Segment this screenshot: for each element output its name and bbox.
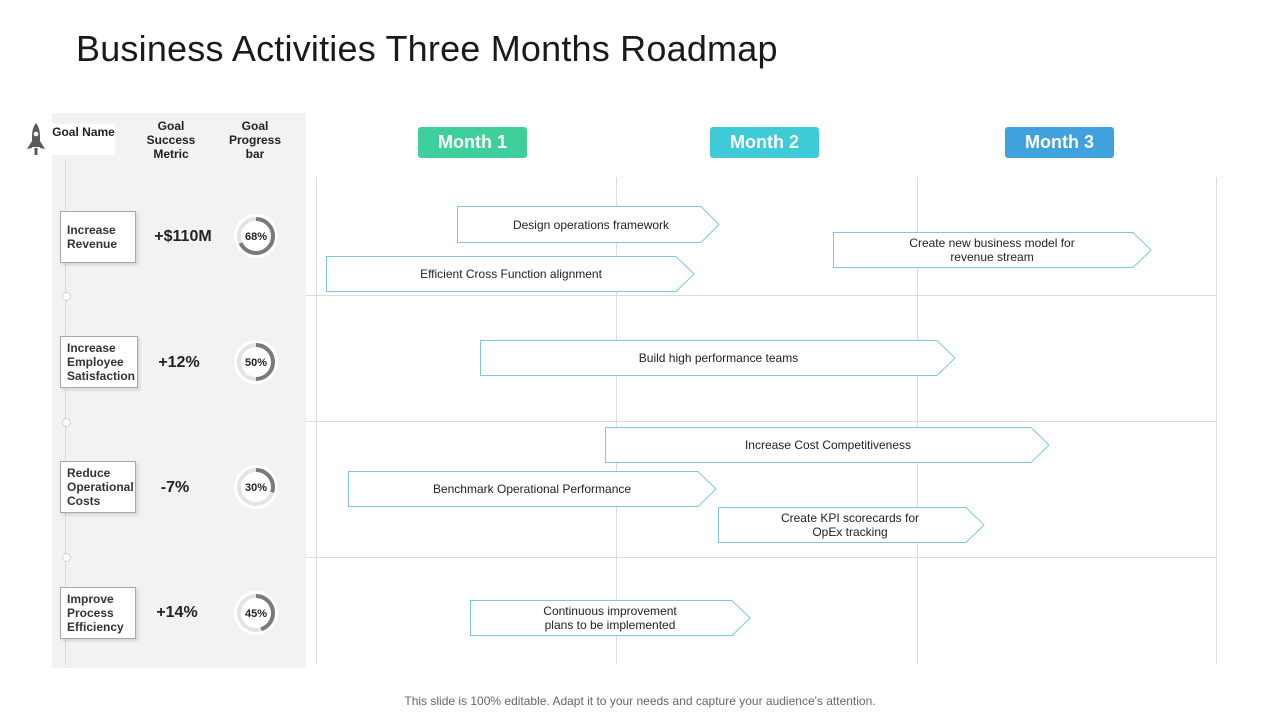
grid-line — [306, 557, 1217, 558]
progress-donut — [233, 213, 279, 259]
progress-donut-label: 68% — [244, 231, 268, 243]
page-title: Business Activities Three Months Roadmap — [76, 28, 778, 69]
goal-name-box: Increase Revenue — [60, 211, 136, 263]
activity-label: Efficient Cross Function alignment — [420, 267, 602, 281]
goal-progress-header: Goal Progress bar — [228, 119, 282, 161]
timeline-dot — [62, 292, 71, 301]
goal-metric: +$110M — [154, 228, 212, 245]
activity-label: Design operations framework — [512, 217, 670, 232]
progress-donut-label: 30% — [244, 482, 268, 494]
progress-donut-label: 45% — [244, 608, 268, 620]
grid-line — [306, 421, 1217, 422]
timeline-dot — [62, 418, 71, 427]
progress-donut-label: 50% — [244, 357, 268, 369]
month-2-label: Month 2 — [710, 127, 819, 158]
goal-name-box: Reduce Operational Costs — [60, 461, 136, 513]
month-3-label: Month 3 — [1005, 127, 1114, 158]
footer-note: This slide is 100% editable. Adapt it to your needs and capture your audience's attention. — [404, 694, 876, 708]
goals-panel — [52, 113, 306, 668]
goal-name-box: Increase Employee Satisfaction — [60, 336, 138, 388]
goal-metric: +12% — [158, 354, 200, 371]
activity-label: Build high performance teams — [638, 351, 799, 365]
rocket-icon — [25, 121, 47, 157]
month-1-label: Month 1 — [418, 127, 527, 158]
goal-name-header: Goal Name — [52, 124, 115, 155]
goal-metric: -7% — [160, 479, 190, 496]
activity-label: Create KPI scorecards for OpEx tracking — [780, 511, 920, 539]
timeline-dot — [62, 553, 71, 562]
goal-metric-header: Goal Success Metric — [146, 119, 196, 161]
progress-donut — [233, 339, 279, 385]
goal-name-box: Improve Process Efficiency — [60, 587, 136, 639]
activity-label: Continuous improvement plans to be implemented — [543, 604, 677, 632]
grid-line — [306, 295, 1217, 296]
activity-label: Create new business model for revenue stream — [909, 236, 1075, 264]
goal-metric: +14% — [156, 604, 198, 621]
progress-donut — [233, 464, 279, 510]
activity-label: Increase Cost Competitiveness — [744, 438, 912, 452]
progress-donut — [233, 590, 279, 636]
activity-label: Benchmark Operational Performance — [432, 482, 632, 496]
